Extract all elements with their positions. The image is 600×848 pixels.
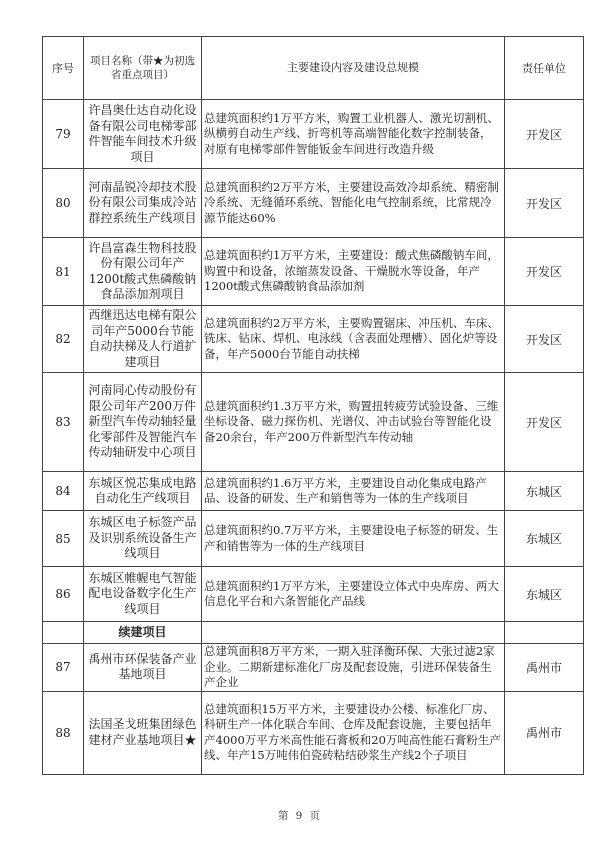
table-row [43,100,584,169]
cell-desc: 总建筑面积约2万平方米，主要建设高效冷却系统、精密制冷系统、无缝循环系统、智能化电气控制系统，比常规冷源节能达60% [202,169,505,238]
table-row [43,472,584,511]
table-row [43,306,584,373]
cell-desc: 总建筑面积约1.3万平方米，购置扭转疲劳试验设备、三维坐标设备、磁力探伤机、光谱仪、冲击试验台等智能化设备20余台，年产200万件新型汽车传动轴 [202,373,505,472]
cell-name: 西继迅达电梯有限公司年产5000台节能自动扶梯及人行道扩建项目 [84,306,202,373]
cell-desc: 总建筑面积约1.6万平方米，主要建设自动化集成电路产品、设备的研发、生产和销售等为一体的生产线项目 [202,472,505,511]
cell-unit: 东城区 [505,567,584,622]
cell-no: 87 [43,644,84,692]
cell-no: 82 [43,306,84,373]
cell-name: 东城区帷幄电气智能配电设备数字化生产线项目 [84,567,202,622]
cell-name: 河南同心传动股份有限公司年产200万件新型汽车传动轴轻量化零部件及智能汽车传动轴研发中心项目 [84,373,202,472]
cell-unit: 东城区 [505,511,584,567]
header-no: 序号 [43,37,84,100]
cell-unit: 东城区 [505,472,584,511]
cell-unit: 开发区 [505,169,584,238]
section-title: 续建项目 [84,622,202,644]
cell-desc: 总建筑面积约1万平方米，主要建设立体式中央库房、两大信息化平台和六条智能化产品线 [202,567,505,622]
cell-name: 许昌富森生物科技股份有限公司年产1200t酸式焦磷酸钠食品添加剂项目 [84,238,202,306]
table-header-row [43,37,584,100]
cell-unit: 开发区 [505,306,584,373]
cell-no: 85 [43,511,84,567]
cell-unit: 禹州市 [505,691,584,774]
section-row [43,622,584,644]
cell-unit: 开发区 [505,373,584,472]
cell-no: 80 [43,169,84,238]
table-row [43,567,584,622]
cell-unit: 开发区 [505,238,584,306]
header-name: 项目名称（带★为初选省重点项目） [84,37,202,100]
table-row [43,644,584,692]
header-unit: 责任单位 [505,37,584,100]
table-row [43,238,584,306]
cell-desc: 总建筑面积约1万平方米，购置工业机器人、激光切割机、纵横剪自动生产线、折弯机等高端智能化数字控制装备，对原有电梯零部件智能钣金车间进行改造升级 [202,100,505,169]
table-row [43,373,584,472]
cell-name: 河南晶锐冷却技术股份有限公司集成冷站群控系统生产线项目 [84,169,202,238]
cell-no: 81 [43,238,84,306]
cell-desc [202,622,505,644]
cell-no: 86 [43,567,84,622]
cell-desc: 总建筑面积8万平方米，一期入驻泽衡环保、大张过滤2家企业。二期新建标准化厂房及配套设施，引进环保装备生产企业 [202,644,505,692]
cell-name: 许昌奥仕达自动化设备有限公司电梯零部件智能车间技术升级项目 [84,100,202,169]
cell-unit: 开发区 [505,100,584,169]
cell-no: 83 [43,373,84,472]
cell-desc: 总建筑面积约2万平方米，主要购置锯床、冲压机、车床、铣床、钻床、焊机、电泳线（含表面处理槽）、固化炉等设备，年产5000台节能自动扶梯 [202,306,505,373]
cell-name: 法国圣戈班集团绿色建材产业基地项目★ [84,691,202,774]
cell-name: 禹州市环保装备产业基地项目 [84,644,202,692]
cell-no [43,622,84,644]
cell-unit [505,622,584,644]
cell-no: 84 [43,472,84,511]
table-row [43,691,584,774]
header-desc: 主要建设内容及建设总规模 [202,37,505,100]
table-row [43,511,584,567]
cell-desc: 总建筑面积约1万平方米，主要建设：酸式焦磷酸钠车间，购置中和设备，浓缩蒸发设备、干燥脱水等设备，年产1200t酸式焦磷酸钠食品添加剂 [202,238,505,306]
cell-no: 79 [43,100,84,169]
cell-name: 东城区悦芯集成电路自动化生产线项目 [84,472,202,511]
page-number: 第 9 页 [277,810,323,822]
cell-desc: 总建筑面积约0.7万平方米，主要建设电子标签的研发、生产和销售等为一体的生产线项目 [202,511,505,567]
cell-name: 东城区电子标签产品及识别系统设备生产线项目 [84,511,202,567]
project-table [42,36,584,775]
cell-desc: 总建筑面积15万平方米，主要建设办公楼、标准化厂房、科研生产一体化联合车间、仓库及配套设施，主要包括年产4000万平方米高性能石膏板和20万吨高性能石膏粉生产线、年产15万吨伟伯瓷砖粘结砂浆生产线2个子项目 [202,691,505,774]
cell-no: 88 [43,691,84,774]
cell-unit: 禹州市 [505,644,584,692]
table-row [43,169,584,238]
